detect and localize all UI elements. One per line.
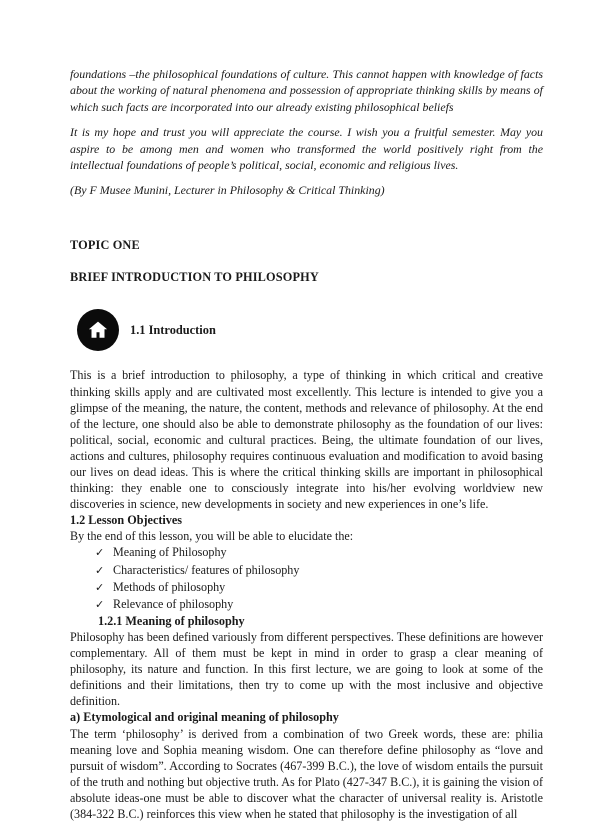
objectives-list <box>70 544 543 612</box>
list-item <box>70 596 543 613</box>
spacer <box>70 198 543 228</box>
list-item-label: Characteristics/ features of philosophy <box>113 562 543 578</box>
check-icon: ✓ <box>95 545 113 561</box>
intro-paragraph-1: foundations –the philosophical foundations of culture. This cannot happen with knowledge of facts about the working of natural phenomena and possession of appropriate thinking skills by means of which such facts are incorporated into our already existing philosophical beliefs <box>70 66 543 115</box>
spacer <box>70 173 543 182</box>
etymology-body: The term ‘philosophy’ is derived from a combination of two Greek words, these are: philia meaning love and Sophia meaning wisdom. One can therefore define philosophy as “love and pursuit of wisdom”. According to Socrates (467-399 B.C.), the love of wisdom entails the pursuit of the truth and nothing but objective truth. As for Plato (427-347 B.C.), it is gaining the vision of absolute ideas-one must be able to discover what the character of universal reality is. Aristotle (384-322 B.C.) reinforces this view when he stated that philosophy is the investigation of all <box>70 726 543 822</box>
check-icon: ✓ <box>95 597 113 613</box>
check-icon: ✓ <box>95 563 113 579</box>
check-icon: ✓ <box>95 580 113 596</box>
spacer <box>70 253 543 269</box>
list-item-label: Relevance of philosophy <box>113 596 543 612</box>
lesson-objectives-lead-in: By the end of this lesson, you will be able to elucidate the: <box>70 528 543 544</box>
page-title: BRIEF INTRODUCTION TO PHILOSOPHY <box>70 269 543 285</box>
spacer <box>70 351 543 367</box>
list-item <box>70 544 543 561</box>
list-item <box>70 562 543 579</box>
author-attribution: (By F Musee Munini, Lecturer in Philosophy & Critical Thinking) <box>70 182 543 198</box>
introduction-heading-row <box>70 309 543 351</box>
list-item <box>70 579 543 596</box>
list-item-label: Meaning of Philosophy <box>113 544 543 560</box>
spacer <box>70 115 543 124</box>
introduction-body: This is a brief introduction to philosophy, a type of thinking in which critical and creative thinking skills apply and are cultivated most excellently. This lecture is intended to give you a glimpse of the meaning, the nature, the content, methods and relevance of philosophy. At the end of the lecture, one should also be able to demonstrate philosophy as the foundation of our lives: political, social, economic and cultural practices. Being, the ultimate foundation of our lives, actions and cultures, philosophy requires continuous evaluation and modification to avoid basing our lives on dead ideas. This is where the critical thinking skills are important in philosophical thinking: they enable one to consciously integrate into his/her evolving worldview new discoveries in science, new developments in society and new experiences in one’s life. <box>70 367 543 512</box>
spacer <box>70 228 543 237</box>
etymology-heading: a) Etymological and original meaning of philosophy <box>70 709 543 725</box>
home-icon <box>77 309 119 351</box>
introduction-heading-label: 1.1 Introduction <box>130 322 216 338</box>
document-body <box>70 66 543 822</box>
lesson-objectives-heading: 1.2 Lesson Objectives <box>70 512 543 528</box>
meaning-of-philosophy-body: Philosophy has been defined variously from different perspectives. These definitions are however complementary. All of them must be kept in mind in order to grasp a clear meaning of philosophy, its nature and function. In this first lecture, we are going to look at some of the definitions and their limitations, then try to come up with the most inclusive and objective definition. <box>70 629 543 709</box>
topic-label: TOPIC ONE <box>70 237 543 253</box>
list-item-label: Methods of philosophy <box>113 579 543 595</box>
meaning-of-philosophy-heading: 1.2.1 Meaning of philosophy <box>70 613 543 629</box>
intro-paragraph-2: It is my hope and trust you will appreciate the course. I wish you a fruitful semester. May you aspire to be among men and women who transformed the world positively right from the intellectual foundations of people’s political, social, economic and religious lives. <box>70 124 543 173</box>
spacer <box>70 285 543 309</box>
